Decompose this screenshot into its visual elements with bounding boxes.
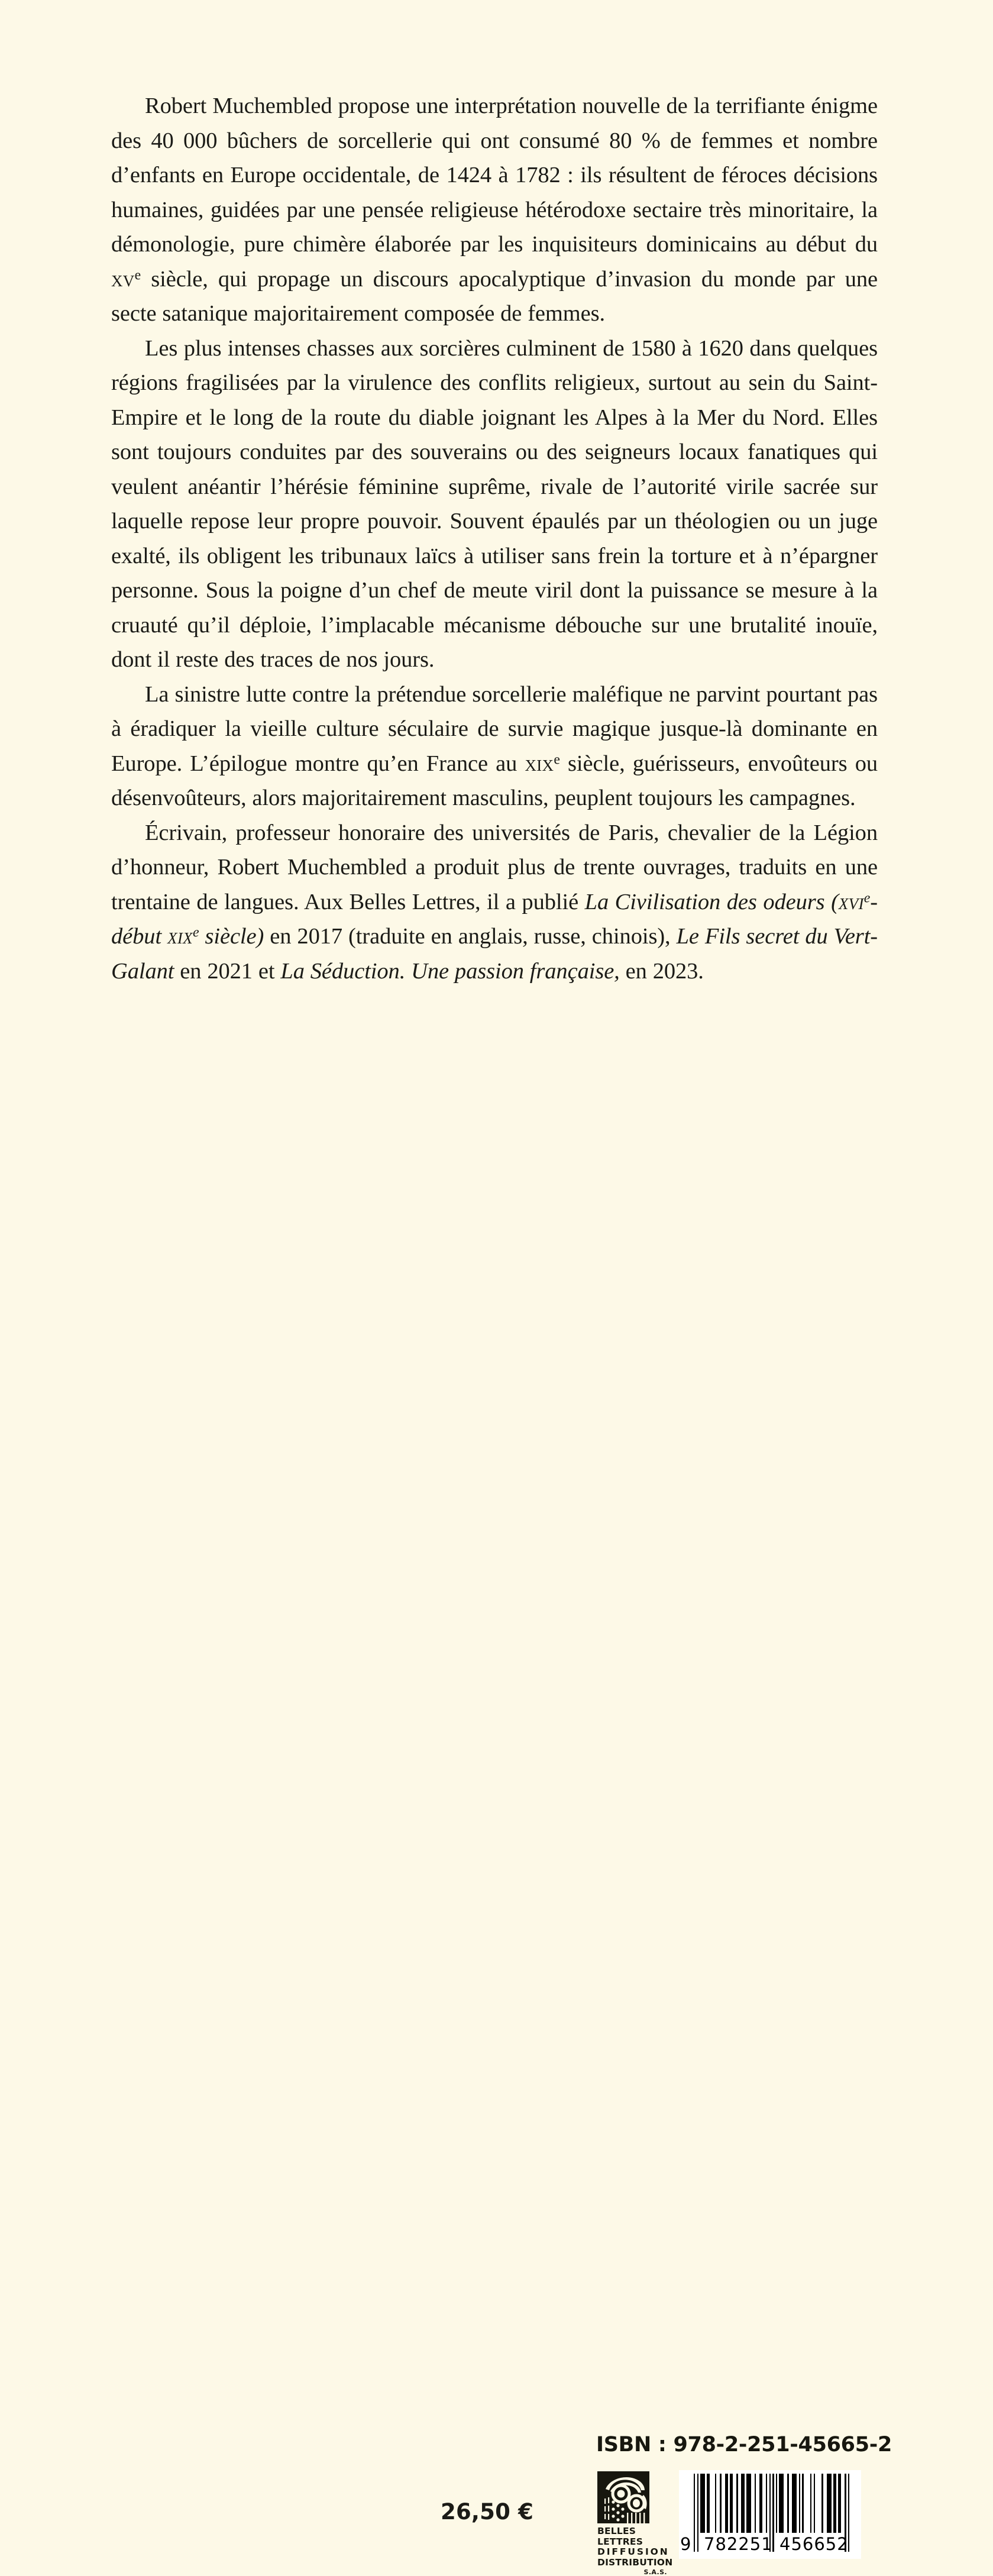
logo-line-3: DISTRIBUTION <box>597 2556 673 2568</box>
book-title: La Séduction. Une passion française, <box>280 958 620 984</box>
barcode-bar <box>700 2474 705 2533</box>
barcode-bar <box>730 2474 733 2533</box>
blurb-paragraph-1: Robert Muchembled propose une interprétation nouvelle de la terrifiante énigme des 40 000 bûchers de sorcellerie qui ont consumé 80 % de femmes et nombre d’enfants en Europe occidentale, de 1424 à 1782 : ils résultent de féroces décisions humaines, guidées par une pensée religieuse hétérodoxe sectaire très minoritaire, la démonologie, pure chimère élaborée par les inquisiteurs dominicains au début du $xv^e$ siècle, qui propage un discours apocalyptique d’invasion du monde par une secte satanique majoritairement composée de femmes. <box>111 93 878 326</box>
barcode-bar <box>725 2474 728 2533</box>
barcode-bar <box>707 2474 710 2533</box>
ean13-barcode <box>679 2470 861 2559</box>
barcode-bar <box>821 2474 823 2533</box>
barcode-bar <box>741 2474 744 2533</box>
barcode-bar <box>802 2474 803 2533</box>
logo-line-4: S.A.S. <box>643 2568 667 2576</box>
barcode-bar <box>755 2474 756 2533</box>
ordinal-suffix: e <box>192 925 199 940</box>
blurb-paragraph-3: La sinistre lutte contre la prétendue sorcellerie maléfique ne parvint pourtant pas à éradiquer la vieille culture séculaire de survie magique jusque-là dominante en Europe. L’épilogue montre qu’en France au xix$^e$ siècle, guérisseurs, envoûteurs ou désenvoûteurs, alors majoritairement masculins, peuplent toujours les campagnes. <box>111 681 878 810</box>
roman-numeral: xvi <box>838 889 864 914</box>
barcode-bar <box>766 2474 767 2533</box>
barcode-bar <box>799 2474 800 2533</box>
footer-strip <box>0 1207 993 2576</box>
price-label: 26,50 € <box>441 2499 534 2525</box>
ordinal-suffix: e <box>134 267 141 283</box>
isbn-label: ISBN : 978-2-251-45665-2 <box>596 2433 892 2457</box>
roman-numeral: xix <box>167 924 193 949</box>
publisher-logo <box>597 2471 673 2576</box>
barcode-bar <box>746 2474 751 2533</box>
blurb-paragraph-2: Les plus intenses chasses aux sorcières culminent de 1580 à 1620 dans quelques régions fragilisées par la virulence des conflits religieux, surtout au sein du Saint-Empire et le long de la route du diable joignant les Alpes à la Mer du Nord. Elles sont toujours conduites par des souverains ou des seigneurs locaux fanatiques qui veulent anéantir l’hérésie féminine suprême, rivale de l’autorité virile sacrée sur laquelle repose leur propre pouvoir. Souvent épaulés par un théologien ou un juge exalté, ils obligent les tribunaux laïcs à utiliser sans frein la torture et à n’épargner personne. Sous la poigne d’un chef de meute viril dont la puissance se mesure à la cruauté qu’il déploie, l’implacable mécanisme débouche sur une brutalité inouïe, dont il reste des traces de nos jours. <box>111 335 878 672</box>
ordinal-suffix: e <box>554 752 560 768</box>
barcode-bar <box>833 2474 836 2533</box>
book-title: -début <box>111 889 878 949</box>
ordinal-suffix: e <box>863 890 871 906</box>
barcode-left-group: 782251 <box>704 2534 773 2554</box>
barcode-bar <box>715 2474 716 2533</box>
barcode-bar <box>838 2474 841 2533</box>
book-title: Le Fils secret du Vert-Galant <box>111 924 878 984</box>
barcode-bar <box>759 2474 762 2533</box>
barcode-bar <box>720 2474 721 2533</box>
owl-icon <box>597 2471 649 2523</box>
barcode-bar <box>827 2474 832 2533</box>
book-title: siècle) <box>199 924 264 949</box>
barcode-digits <box>679 2534 861 2554</box>
barcode-lead-digit: 9 <box>680 2534 692 2554</box>
barcode-right-group: 456652 <box>779 2534 849 2554</box>
roman-numeral: xv <box>111 266 135 292</box>
publisher-logo-text <box>597 2526 673 2576</box>
logo-line-2: DIFFUSION <box>597 2546 669 2558</box>
roman-numeral: xix <box>525 751 554 776</box>
barcode-bar <box>792 2474 797 2533</box>
barcode-bar <box>776 2474 777 2533</box>
barcode-bar <box>787 2474 788 2533</box>
book-title: La Civilisation des odeurs ( <box>584 889 839 914</box>
barcode-bar <box>779 2474 784 2533</box>
barcode-bar <box>814 2474 815 2533</box>
author-bio-paragraph: Écrivain, professeur honoraire des universités de Paris, chevalier de la Légion d’honneur, Robert Muchembled a produit plus de trente ouvrages, traduits en une trentaine de langues. Aux Belles Lettres, il a publié La Civilisation des odeurs (xvi$^e$-début xix$^e$ siècle) en 2017 (traduite en anglais, russe, chinois), Le Fils secret du Vert-Galant en 2021 et La Séduction. Une passion française, en 2023. <box>111 820 878 984</box>
barcode-bar <box>736 2474 738 2533</box>
logo-line-1: BELLES LETTRES <box>597 2526 643 2547</box>
blurb-text-block <box>111 89 878 988</box>
barcode-bar <box>810 2474 811 2533</box>
